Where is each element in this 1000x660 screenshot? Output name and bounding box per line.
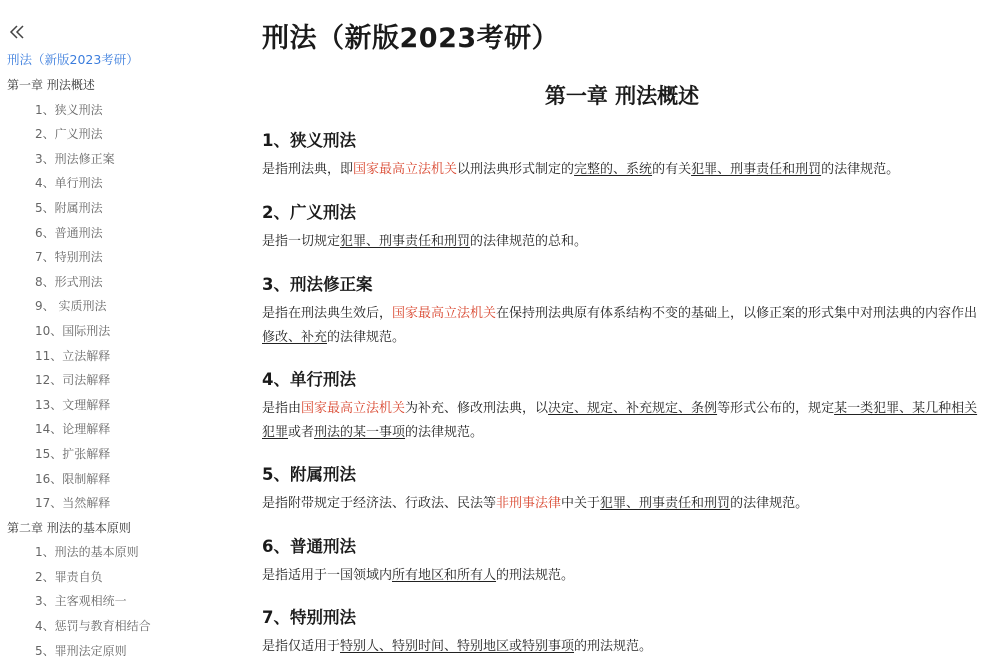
section-heading: 4、单行刑法 — [262, 370, 356, 389]
toc-list — [0, 73, 215, 660]
toc-section-item[interactable]: 10、国际刑法 — [35, 323, 111, 338]
text-run: 的法律规范。 — [327, 330, 406, 345]
toc-section-item[interactable]: 8、形式刑法 — [35, 274, 103, 289]
content-section — [262, 272, 982, 350]
section-paragraph — [262, 158, 982, 182]
main-content — [262, 0, 984, 660]
toc-section-item[interactable]: 14、论理解释 — [35, 422, 111, 437]
toc-root-link[interactable]: 刑法（新版2023考研） — [7, 52, 139, 67]
highlighted-term: 国家最高立法机关 — [353, 162, 458, 177]
toc-section-item[interactable]: 3、主客观相统一 — [35, 594, 127, 609]
content-section — [262, 534, 982, 588]
toc-section-item[interactable]: 16、限制解释 — [35, 471, 111, 486]
toc-section-item[interactable]: 7、特别刑法 — [35, 250, 103, 265]
sidebar-toc — [0, 0, 215, 660]
text-run: 以刑法典形式制定的 — [457, 162, 575, 177]
section-paragraph — [262, 635, 982, 659]
content-section — [262, 200, 982, 254]
section-heading: 3、刑法修正案 — [262, 275, 373, 294]
underlined-term: 犯罪、刑事责任和刑罚 — [340, 234, 471, 249]
text-run: 的刑法规范。 — [496, 568, 575, 583]
underlined-term: 犯罪、刑事责任和刑罚 — [691, 162, 822, 177]
section-paragraph — [262, 492, 982, 516]
text-run: 的法律规范。 — [821, 162, 900, 177]
toc-section-item[interactable]: 11、立法解释 — [35, 348, 111, 363]
toc-section-item[interactable]: 9、 实质刑法 — [35, 299, 107, 314]
text-run: 等形式公布的，规定 — [717, 401, 835, 416]
text-run: 是指刑法典，即 — [262, 162, 354, 177]
text-run: 的法律规范。 — [405, 425, 484, 440]
content-section — [262, 605, 982, 659]
text-run: 的法律规范。 — [730, 496, 809, 511]
text-run: 为补充、修改刑法典，以 — [405, 401, 549, 416]
underlined-term: 完整的、系统 — [574, 162, 653, 177]
double-chevron-left-icon[interactable] — [8, 22, 28, 42]
section-heading: 1、狭义刑法 — [262, 131, 356, 150]
underlined-term: 犯罪、刑事责任和刑罚 — [600, 496, 731, 511]
section-heading: 6、普通刑法 — [262, 537, 356, 556]
text-run: 是指附带规定于经济法、行政法、民法等 — [262, 496, 497, 511]
content-section — [262, 462, 982, 516]
text-run: 是指仅适用于 — [262, 639, 341, 654]
page-title: 刑法（新版2023考研） — [262, 23, 560, 54]
toc-section-item[interactable]: 5、罪刑法定原则 — [35, 643, 127, 658]
text-run: 的有关 — [652, 162, 692, 177]
text-run: 是指一切规定 — [262, 234, 341, 249]
section-heading: 7、特别刑法 — [262, 608, 356, 627]
section-paragraph — [262, 564, 982, 588]
text-run: 是指在刑法典生效后， — [262, 306, 393, 321]
toc-section-item[interactable]: 2、广义刑法 — [35, 127, 103, 142]
highlighted-term: 国家最高立法机关 — [392, 306, 497, 321]
text-run: 的刑法规范。 — [574, 639, 653, 654]
section-paragraph — [262, 302, 982, 350]
toc-section-item[interactable]: 6、普通刑法 — [35, 225, 103, 240]
toc-section-item[interactable]: 1、刑法的基本原则 — [35, 545, 139, 560]
section-paragraph — [262, 397, 982, 445]
underlined-term: 决定、规定、补充规定、条例 — [548, 401, 718, 416]
toc-section-item[interactable]: 4、惩罚与教育相结合 — [35, 619, 151, 634]
section-heading: 5、附属刑法 — [262, 465, 356, 484]
toc-chapter-item[interactable]: 第一章 刑法概述 — [7, 78, 95, 92]
underlined-term: 修改、补充 — [262, 330, 328, 345]
underlined-term: 刑法的某一事项 — [314, 425, 406, 440]
section-heading: 2、广义刑法 — [262, 203, 356, 222]
toc-section-item[interactable]: 3、刑法修正案 — [35, 151, 115, 166]
underlined-term: 所有地区和所有人 — [392, 568, 497, 583]
underlined-term: 特别人、特别时间、特别地区或特别事项 — [340, 639, 575, 654]
section-paragraph — [262, 230, 982, 254]
toc-section-item[interactable]: 5、附属刑法 — [35, 200, 103, 215]
underlined-term: 某一类犯罪、某几种相关犯罪 — [262, 401, 978, 440]
highlighted-term: 国家最高立法机关 — [301, 401, 406, 416]
chapter-title: 第一章 刑法概述 — [544, 84, 700, 108]
toc-section-item[interactable]: 17、当然解释 — [35, 496, 111, 511]
text-run: 在保持刑法典原有体系结构不变的基础上，以修正案的形式集中对刑法典的内容作出 — [496, 306, 978, 321]
text-run: 中关于 — [561, 496, 601, 511]
highlighted-term: 非刑事法律 — [496, 496, 562, 511]
toc-section-item[interactable]: 13、文理解释 — [35, 397, 111, 412]
content-section — [262, 367, 982, 445]
text-run: 是指由 — [262, 401, 302, 416]
text-run: 是指适用于一国领域内 — [262, 568, 393, 583]
toc-section-item[interactable]: 15、扩张解释 — [35, 446, 111, 461]
toc-chapter-item[interactable]: 第二章 刑法的基本原则 — [7, 520, 131, 535]
content-section — [262, 128, 982, 182]
toc-section-item[interactable]: 1、狭义刑法 — [35, 102, 103, 117]
text-run: 的法律规范的总和。 — [470, 234, 588, 249]
toc-section-item[interactable]: 12、司法解释 — [35, 373, 111, 388]
text-run: 或者 — [288, 425, 315, 440]
toc-section-item[interactable]: 2、罪责自负 — [35, 569, 103, 584]
toc-section-item[interactable]: 4、单行刑法 — [35, 176, 103, 191]
